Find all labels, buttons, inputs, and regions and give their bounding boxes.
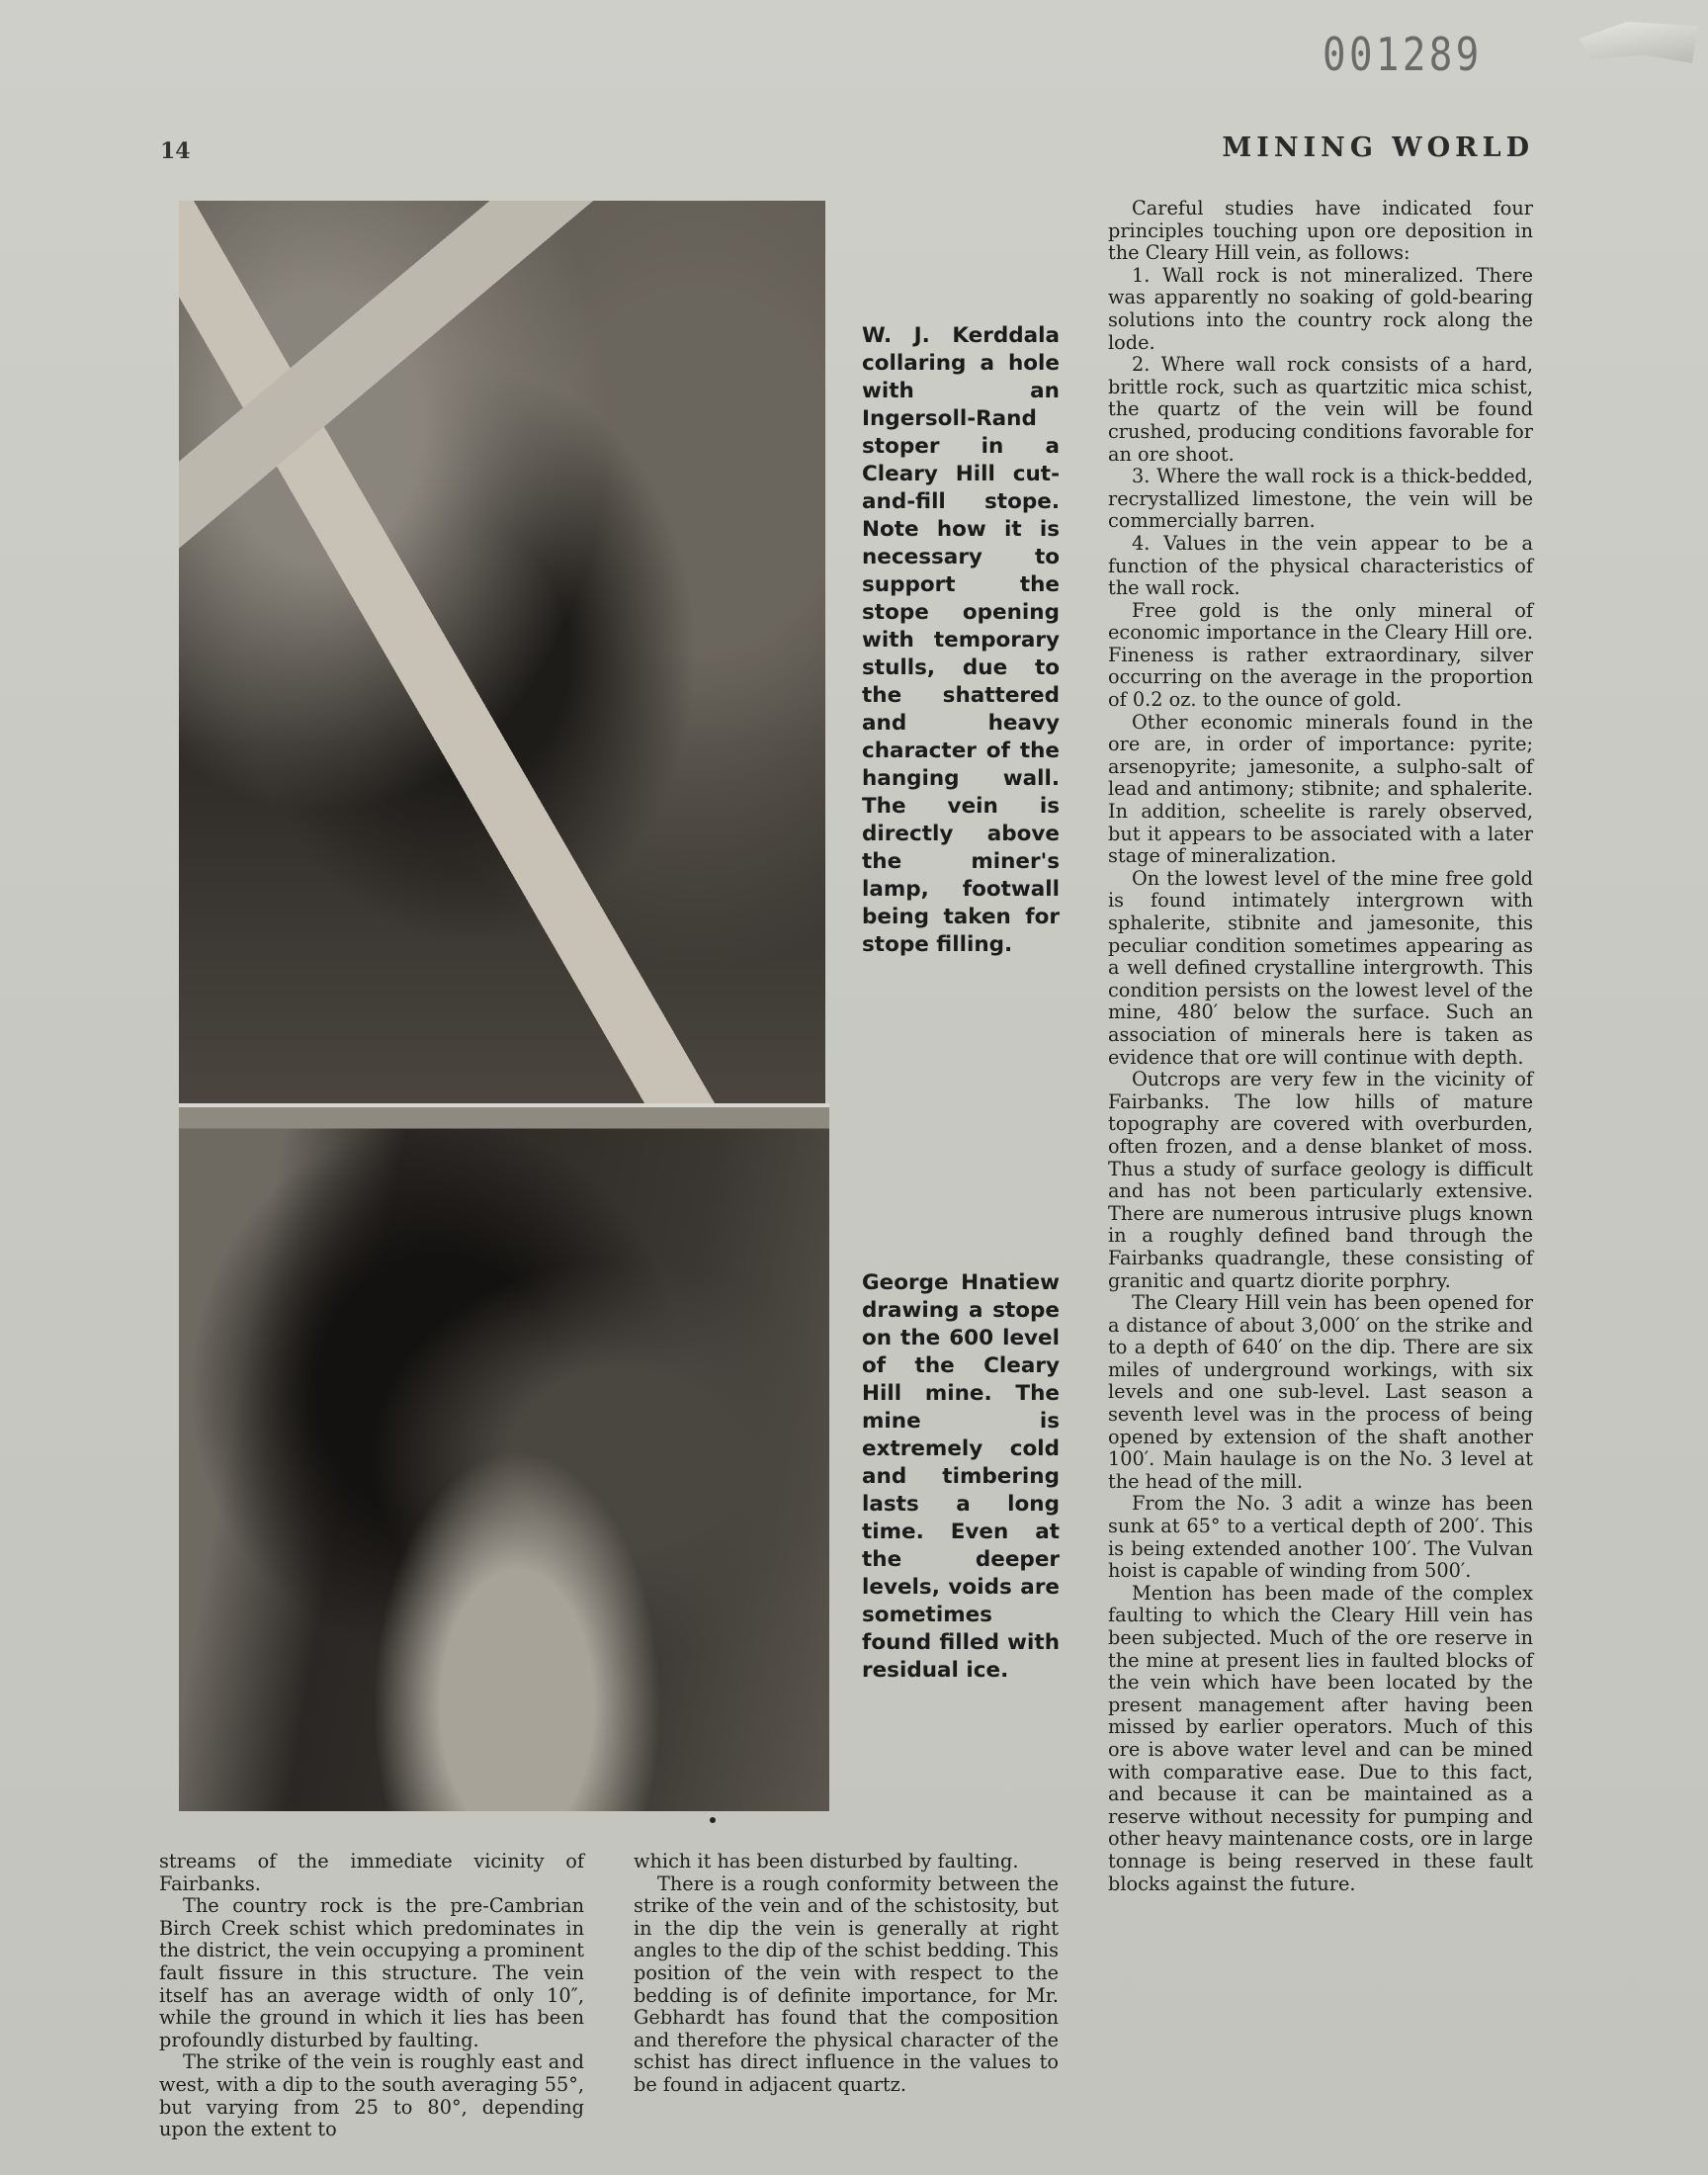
decorative-dot: [710, 1817, 716, 1823]
paragraph: Free gold is the only mineral of economic importance in the Cleary Hill ore. Fineness is rather extraordinary, silver occurring on the average in the proportion of 0.2 oz. to the ounce of gold.: [1108, 598, 1533, 712]
stamped-document-number: 001289: [1323, 28, 1483, 81]
photo-miner-drawing-stope: [179, 1107, 829, 1811]
paragraph: From the No. 3 adit a winze has been sunk at 65° to a vertical depth of 200′. This is being extended another 100′. The Vulvan hoist is capable of winding from 500′.: [1108, 1492, 1533, 1583]
paragraph: streams of the immediate vicinity of Fairbanks.: [159, 1850, 584, 1895]
paragraph: Careful studies have indicated four principles touching upon ore deposition in the Cleary Hill vein, as follows:: [1108, 197, 1533, 265]
paragraph: which it has been disturbed by faulting.: [634, 1850, 1019, 1872]
article-column-right: [1108, 198, 1533, 1895]
paragraph: Mention has been made of the complex faulting to which the Cleary Hill vein has been subjected. Much of the ore reserve in the mine at present lies in faulted blocks of the vein which have been located by the present management after having been missed by earlier operators. Much of this ore is above water level and can be mined with comparative ease. Due to this fact, and because it can be maintained as a reserve without necessity for pumping and other heavy maintenance costs, ore in large tonnage is being reserved in these fault blocks against the future.: [1108, 1581, 1533, 1895]
paragraph: 1. Wall rock is not mineralized. There was apparently no soaking of gold-bearing solutions into the country rock along the lode.: [1108, 263, 1533, 354]
article-column-middle: [634, 1851, 1059, 2097]
paragraph: The country rock is the pre-Cambrian Birch Creek schist which predominates in the district, the vein occupying a prominent fault fissure in this structure. The vein itself has an average width of only 10″, while the ground in which it lies has been profoundly disturbed by faulting.: [159, 1894, 584, 2051]
article-column-left: [159, 1851, 584, 2141]
paragraph: The Cleary Hill vein has been opened for a distance of about 3,000′ on the strike and to a depth of 640′ on the dip. There are six miles of underground workings, with six levels and one sub-level. Last season a seventh level was in the process of being opened by extension of the shaft another 100′. Main haulage is on the No. 3 level at the head of the mill.: [1108, 1291, 1533, 1493]
photo-caption-top: W. J. Kerddala collaring a hole with an Ingersoll-Rand stoper in a Cleary Hill cut-and-fill stope. Note how it is necessary to support the stope opening with temporary stulls, due to the shattered and heavy character of the hanging wall. The vein is directly above the miner's lamp, footwall being taken for stope filling.: [862, 323, 1060, 957]
paragraph: There is a rough conformity between the strike of the vein and of the schistosity, but in the dip the vein is generally at right angles to the dip of the schist bedding. This position of the vein with respect to the bedding is of definite importance, for Mr. Gebhardt has found that the composition and therefore the physical character of the schist has direct influence in the values to be found in adjacent quartz.: [634, 1871, 1059, 2096]
photo-miner-drilling-stope: [179, 201, 825, 1107]
photo-caption-bottom: George Hnatiew drawing a stope on the 600 level of the Cleary Hill mine. The mine is extremely cold and timbering lasts a long time. Even at the deeper levels, voids are sometimes found filled with residual ice.: [862, 1270, 1060, 1683]
paragraph: 3. Where the wall rock is a thick-bedded, recrystallized limestone, the vein will be commercially barren.: [1108, 465, 1533, 533]
paragraph: 4. Values in the vein appear to be a function of the physical characteristics of the wall rock.: [1108, 531, 1533, 600]
paper-clip-tear: [1580, 22, 1698, 63]
paragraph: Outcrops are very few in the vicinity of Fairbanks. The low hills of mature topography are covered with overburden, often frozen, and a dense blanket of moss. Thus a study of surface geology is difficult and has not been particularly extensive. There are numerous intrusive plugs known in a roughly defined band through the Fairbanks quadrangle, these consisting of granitic and quartz diorite porphry.: [1108, 1068, 1533, 1292]
paragraph: 2. Where wall rock consists of a hard, brittle rock, such as quartzitic mica schist, the quartz of the vein will be found crushed, producing conditions favorable for an ore shoot.: [1108, 353, 1533, 466]
page-number: 14: [160, 138, 191, 164]
paragraph: Other economic minerals found in the ore are, in order of importance: pyrite; arsenopyrite; jamesonite, a sulpho-salt of lead and antimony; stibnite; and sphalerite. In addition, scheelite is rarely observed, but it appears to be associated with a later stage of mineralization.: [1108, 710, 1533, 868]
paragraph: The strike of the vein is roughly east and west, with a dip to the south averaging 55°, but varying from 25 to 80°, depending upon the extent to: [159, 2050, 584, 2141]
paragraph: On the lowest level of the mine free gold is found intimately intergrown with sphalerite, stibnite and jamesonite, this peculiar condition sometimes appearing as a well defined crystalline intergrowth. This condition persists on the lowest level of the mine, 480′ below the surface. Such an association of minerals here is taken as evidence that ore will continue with depth.: [1108, 866, 1533, 1069]
running-head: MINING WORLD: [1222, 132, 1534, 163]
